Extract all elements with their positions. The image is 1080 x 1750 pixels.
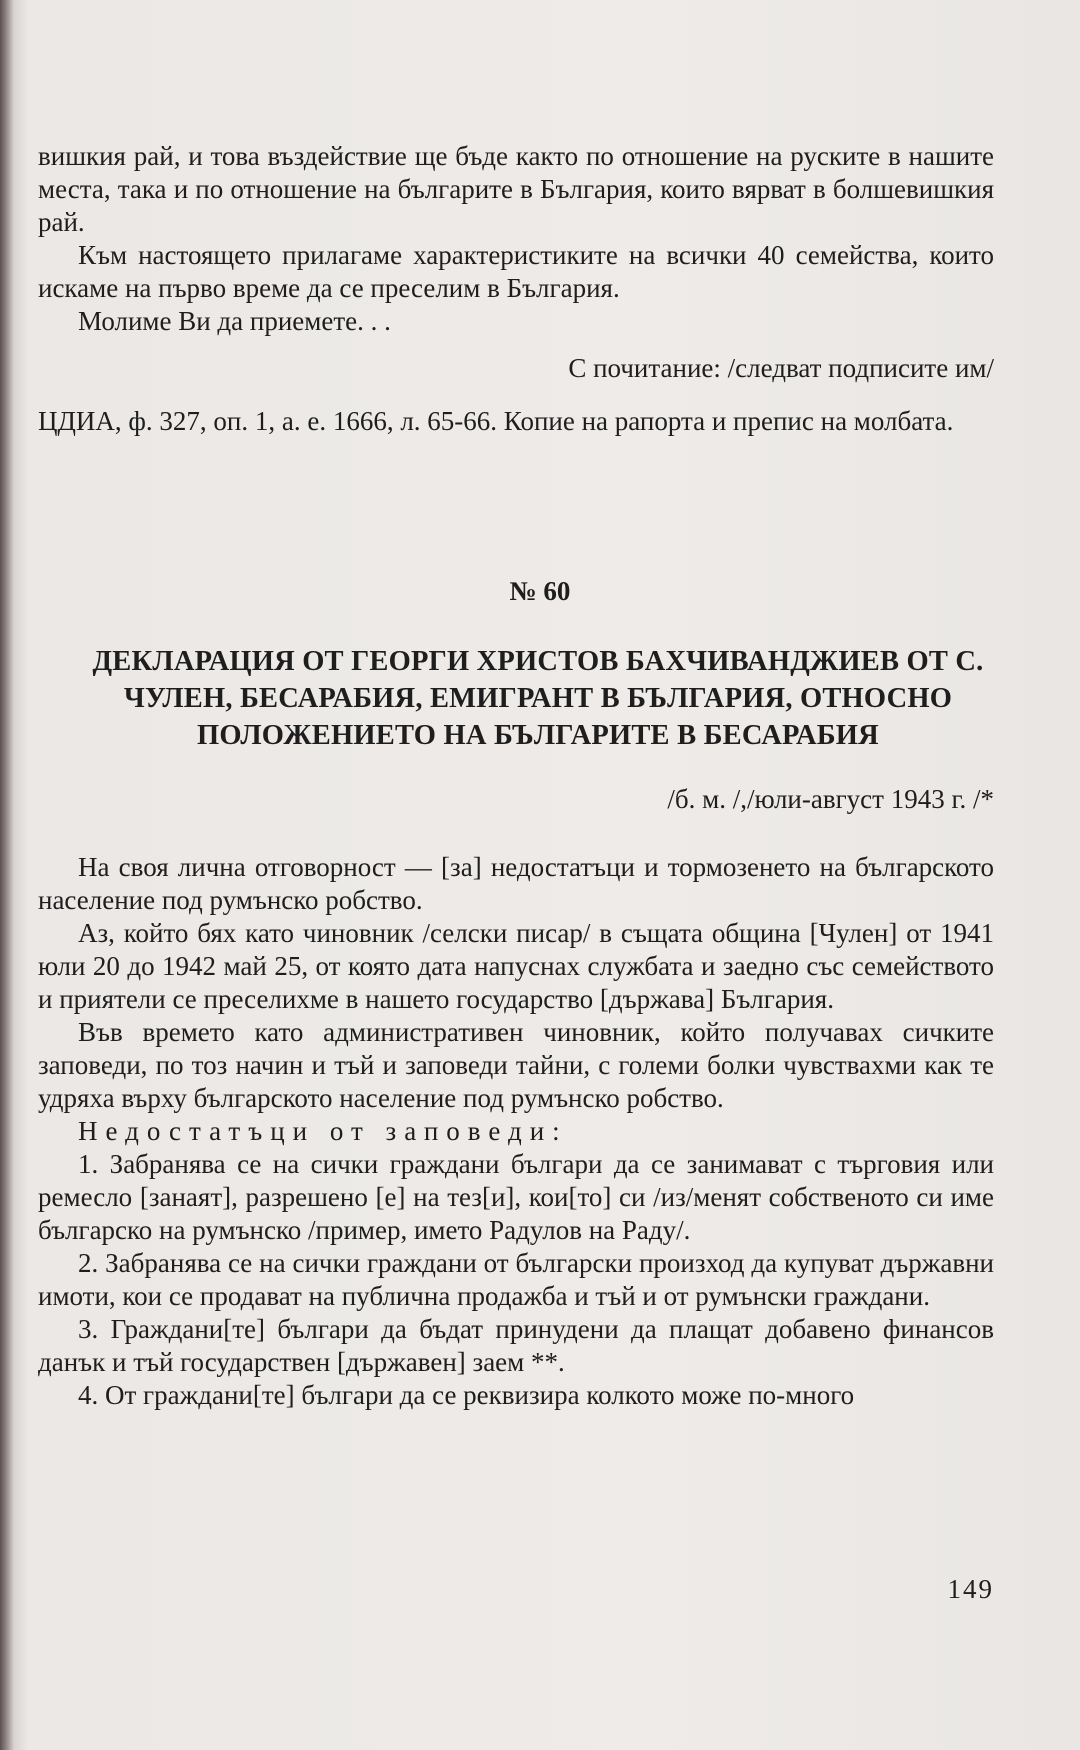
document-number: № 60: [509, 576, 571, 606]
document-title: ДЕКЛАРАЦИЯ ОТ ГЕОРГИ ХРИСТОВ БАХЧИВАНДЖИЕВ ОТ С. ЧУЛЕН, БЕСАРАБИЯ, ЕМИГРАНТ В БЪЛГАРИЯ, ОТНОСНО ПОЛОЖЕНИЕТО НА БЪЛГАРИТЕ В БЕСАРАБИЯ: [92, 646, 984, 751]
orders-subheading: Недостатъци от заповеди:: [78, 1116, 568, 1146]
signature-line: С почитание: /следват подписите им/: [568, 353, 994, 383]
document-body: [38, 851, 994, 1412]
document-date: /б. м. /,/юли-август 1943 г. /*: [667, 784, 994, 814]
attachment-paragraph: Към настоящето прилагаме характеристиките на всички 40 семейства, които искаме на първо време да се преселим в България.: [38, 240, 994, 303]
list-item-2: 2. Забранява се на сички граждани от български произход да купуват държавни имоти, кои се продават на публична продажба и тъй и от румънски граждани.: [38, 1248, 994, 1311]
body-paragraph-1: На своя лична отговорност — [за] недостатъци и тормозенето на българското население под румънско робство.: [38, 852, 994, 915]
list-item-3: 3. Граждани[те] българи да бъдат принудени да плащат добавено финансов данък и тъй государствен [държавен] заем **.: [38, 1314, 994, 1377]
list-item-4: 4. От граждани[те] българи да се реквизира колкото може по-много: [78, 1380, 855, 1410]
document-date-block: [38, 783, 994, 816]
page-number: 149: [947, 1574, 994, 1604]
top-section: [38, 140, 994, 438]
continuation-paragraph: вишкия рай, и това въздействие ще бъде както по отношение на руските в нашите места, така и по отношение на българите в България, които вярват в болшевишкия рай.: [38, 141, 994, 237]
body-paragraph-3: Във времето като административен чиновник, който получавах сичките заповеди, по тоз начин и тъй и заповеди тайни, с големи болки чувствахми как те удряха върху българското население под румънско робство.: [38, 1017, 994, 1113]
source-citation: ЦДИА, ф. 327, оп. 1, а. е. 1666, л. 65-66. Копие на рапорта и препис на молбата.: [38, 406, 954, 436]
request-paragraph: Молиме Ви да приемете. . .: [78, 306, 391, 336]
list-item-1: 1. Забранява се на сички граждани българи да се занимават с търговия или ремесло [занаят], разрешено [е] на тез[и], кои[то] си /из/менят собственото си име българско на румънско /пример, името Радулов на Раду/.: [38, 1149, 994, 1245]
body-paragraph-2: Аз, който бях като чиновник /селски писар/ в същата община [Чулен] от 1941 юли 20 до 1942 май 25, от която дата напуснах службата и заедно със семейството и приятели се преселихме в нашето государство [държава] България.: [38, 918, 994, 1014]
